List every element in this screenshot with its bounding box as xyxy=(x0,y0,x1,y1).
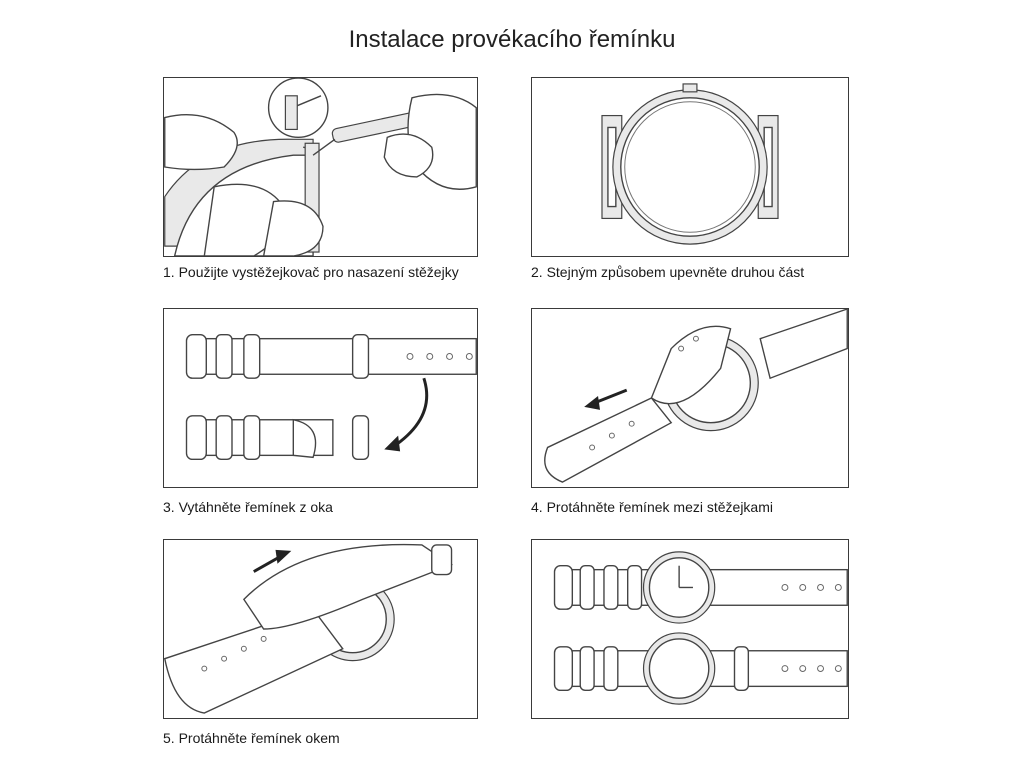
step-4-illustration xyxy=(531,308,849,488)
step-4-caption: 4. Protáhněte řemínek mezi stěžejkami xyxy=(531,499,773,515)
step-6-illustration xyxy=(531,539,849,719)
page-title: Instalace provékacího řemínku xyxy=(348,26,676,53)
step-2-caption: 2. Stejným způsobem upevněte druhou část xyxy=(531,264,805,280)
step-5-illustration xyxy=(163,539,478,719)
step-3-caption: 3. Vytáhněte řemínek z oka xyxy=(163,499,333,515)
step-3-illustration xyxy=(163,308,478,488)
step-1-caption: 1. Použijte vystěžejkovač pro nasazení stěžejky xyxy=(163,264,459,280)
step-2-illustration xyxy=(531,77,849,257)
step-1-illustration xyxy=(163,77,478,257)
step-5-caption: 5. Protáhněte řemínek okem xyxy=(163,730,340,746)
